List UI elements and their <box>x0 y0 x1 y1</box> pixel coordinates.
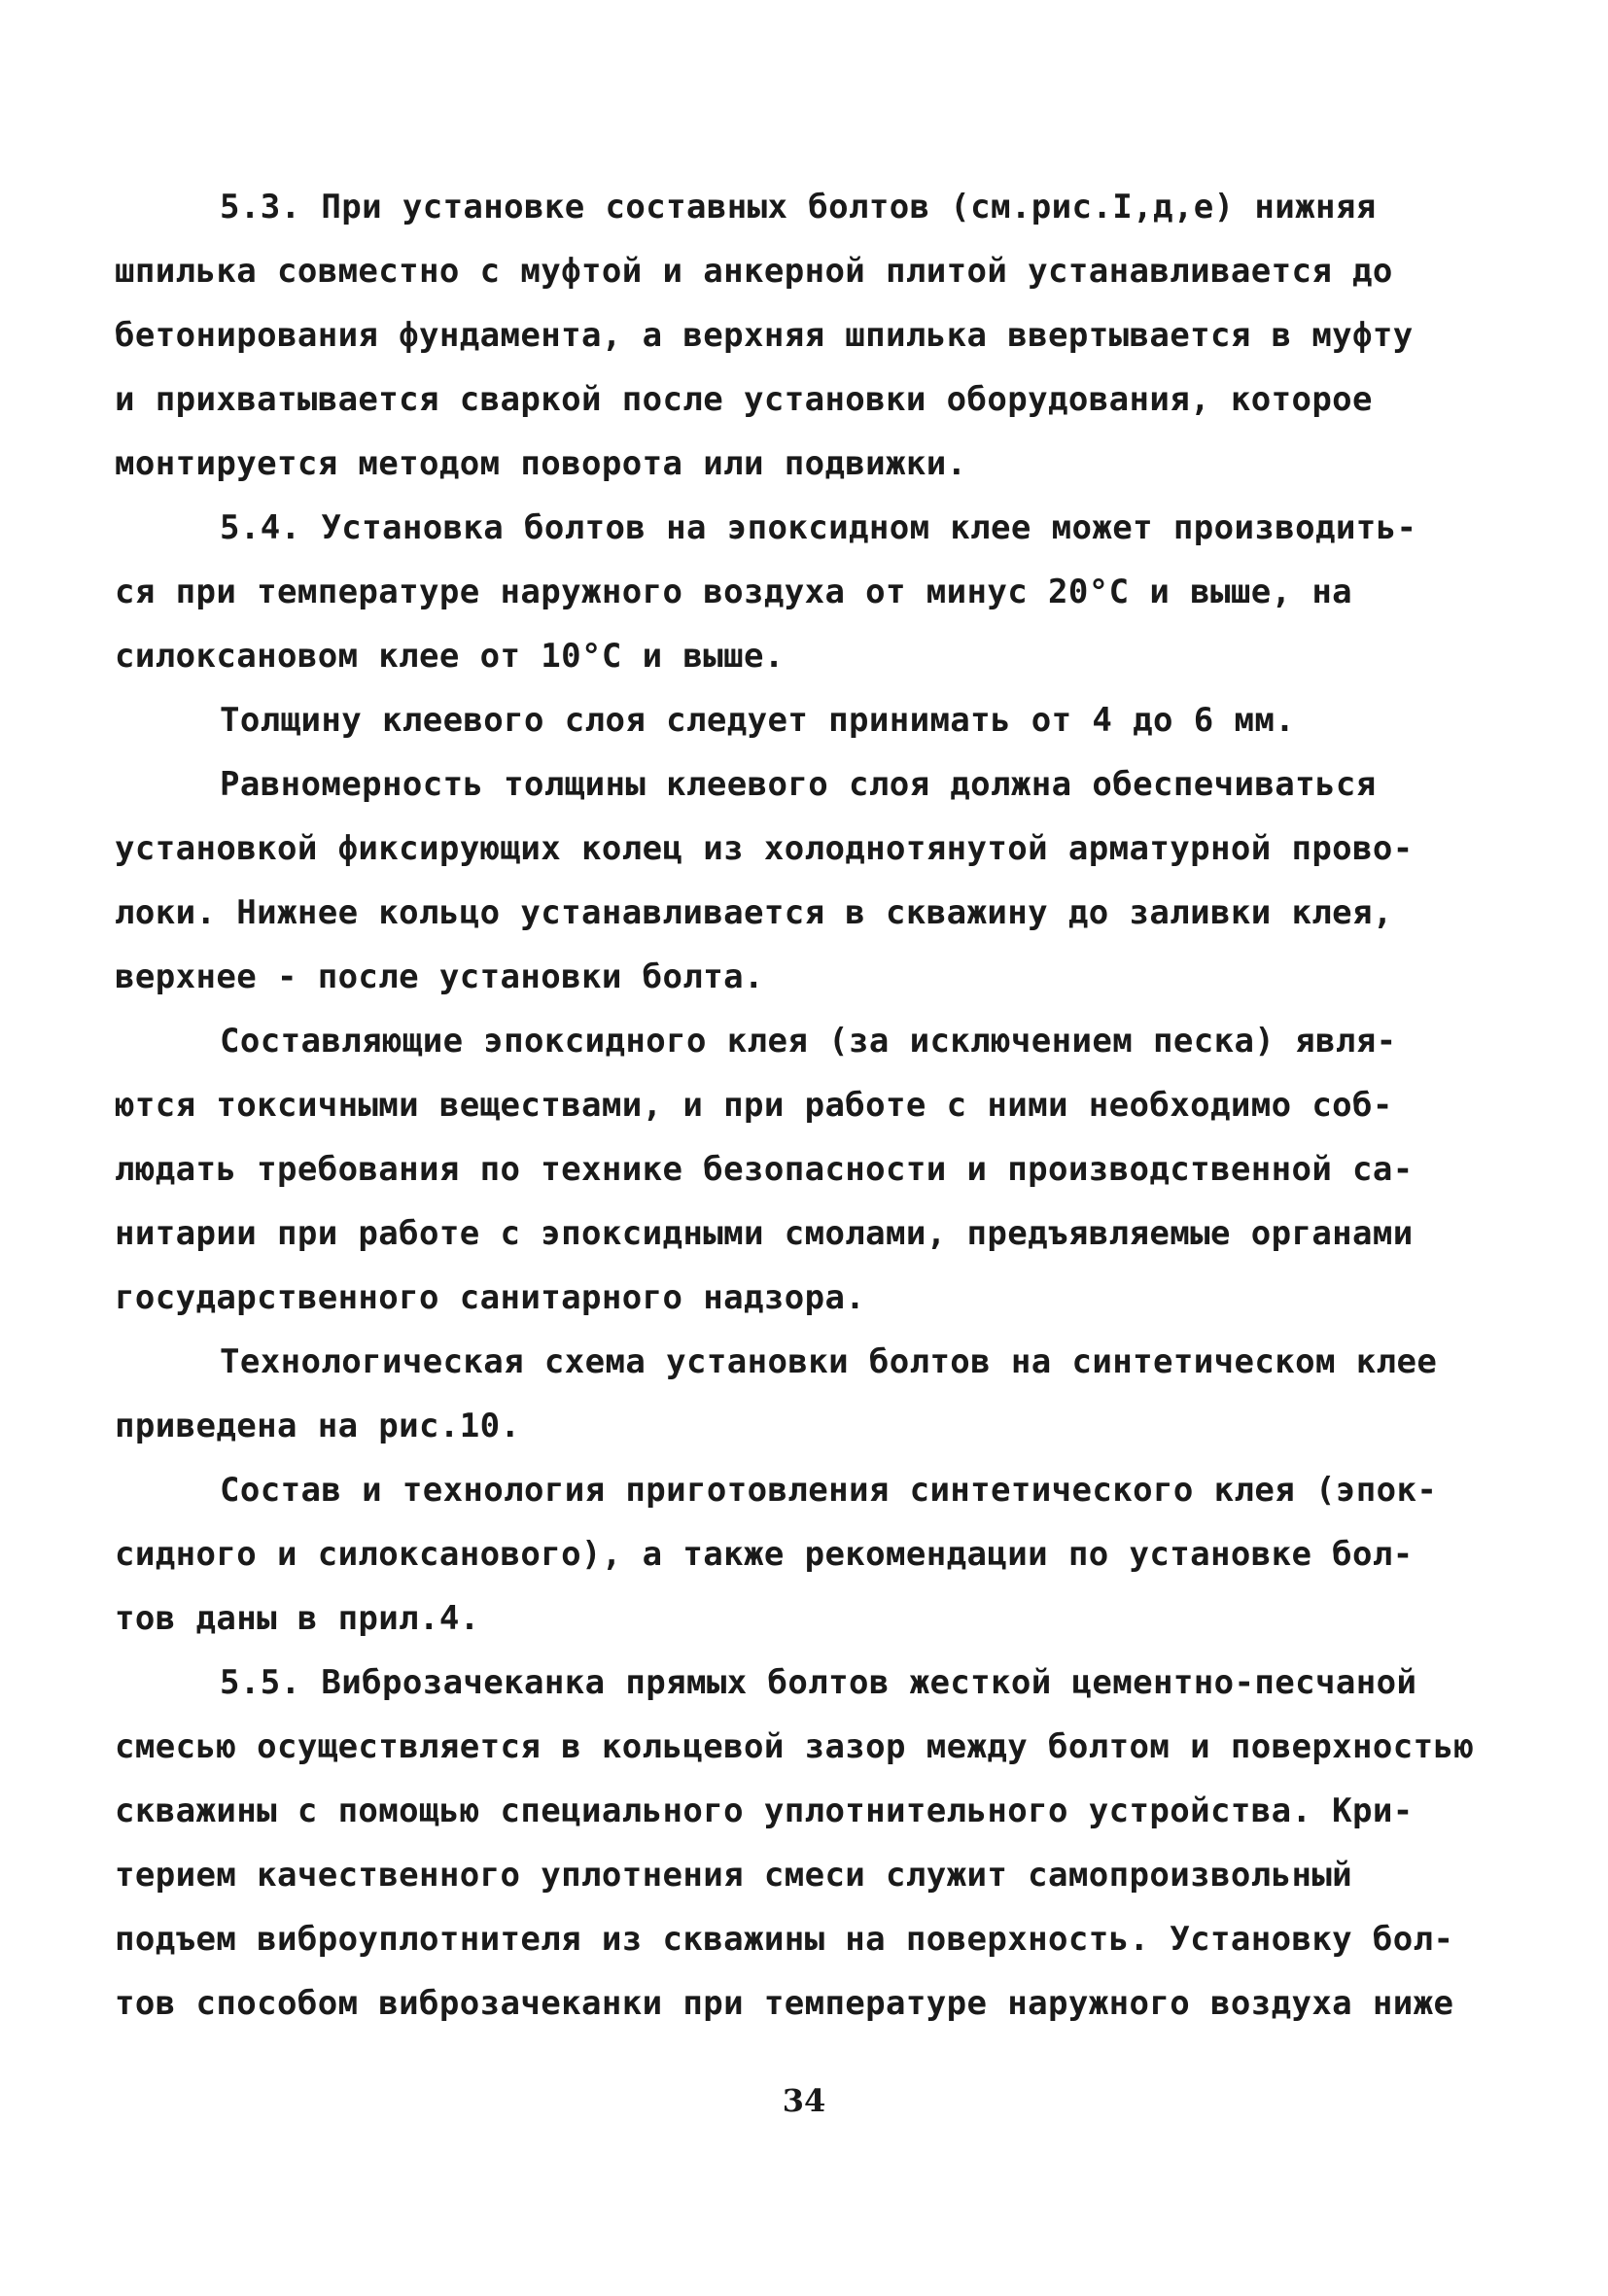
text-line: приведена на рис.10. <box>115 1407 521 1445</box>
text-line: сидного и силоксанового), а также рекомендации по установке бол- <box>115 1535 1414 1574</box>
text-line: шпилька совместно с муфтой и анкерной плитой устанавливается до <box>115 252 1393 291</box>
text-line: тов способом виброзачеканки при температуре наружного воздуха ниже <box>115 1984 1454 2023</box>
text-line: смесью осуществляется в кольцевой зазор между болтом и поверхностью <box>115 1727 1475 1766</box>
text-line: силоксановом клее от 10°С и выше. <box>115 637 785 676</box>
text-line: локи. Нижнее кольцо устанавливается в скважину до заливки клея, <box>115 893 1393 932</box>
text-line: 5.4. Установка болтов на эпоксидном клее может производить- <box>220 508 1417 547</box>
text-line: 5.3. При установке составных болтов (см.рис.I,д,е) нижняя <box>220 188 1377 226</box>
text-line: бетонирования фундамента, а верхняя шпилька ввертывается в муфту <box>115 316 1414 355</box>
text-line: людать требования по технике безопасности и производственной са- <box>115 1150 1414 1189</box>
text-line: Технологическая схема установки болтов на синтетическом клее <box>220 1342 1438 1381</box>
text-line: Состав и технология приготовления синтетического клея (эпок- <box>220 1471 1438 1510</box>
text-line: 5.5. Виброзачеканка прямых болтов жесткой цементно-песчаной <box>220 1663 1417 1702</box>
text-line: монтируется методом поворота или подвижки. <box>115 444 967 483</box>
text-line: нитарии при работе с эпоксидными смолами, предъявляемые органами <box>115 1214 1414 1253</box>
text-line: подъем виброуплотнителя из скважины на поверхность. Установку бол- <box>115 1920 1454 1959</box>
text-line: тов даны в прил.4. <box>115 1599 480 1638</box>
text-line: государственного санитарного надзора. <box>115 1278 866 1317</box>
text-line: и прихватывается сваркой после установки оборудования, которое <box>115 380 1373 419</box>
text-line: Равномерность толщины клеевого слоя должна обеспечиваться <box>220 765 1377 804</box>
text-line: Составляющие эпоксидного клея (за исключением песка) явля- <box>220 1022 1397 1061</box>
text-line: Толщину клеевого слоя следует принимать от 4 до 6 мм. <box>220 701 1296 740</box>
text-line: ся при температуре наружного воздуха от минус 20°С и выше, на <box>115 573 1353 611</box>
text-line: верхнее - после установки болта. <box>115 957 764 996</box>
text-line: скважины с помощью специального уплотнительного устройства. Кри- <box>115 1792 1414 1830</box>
body-text <box>115 175 1495 2035</box>
text-line: ются токсичными веществами, и при работе с ними необходимо соб- <box>115 1086 1393 1125</box>
text-line: терием качественного уплотнения смеси служит самопроизвольный <box>115 1856 1353 1895</box>
text-line: установкой фиксирующих колец из холоднотянутой арматурной прово- <box>115 829 1414 868</box>
page-number: 34 <box>782 2082 826 2119</box>
